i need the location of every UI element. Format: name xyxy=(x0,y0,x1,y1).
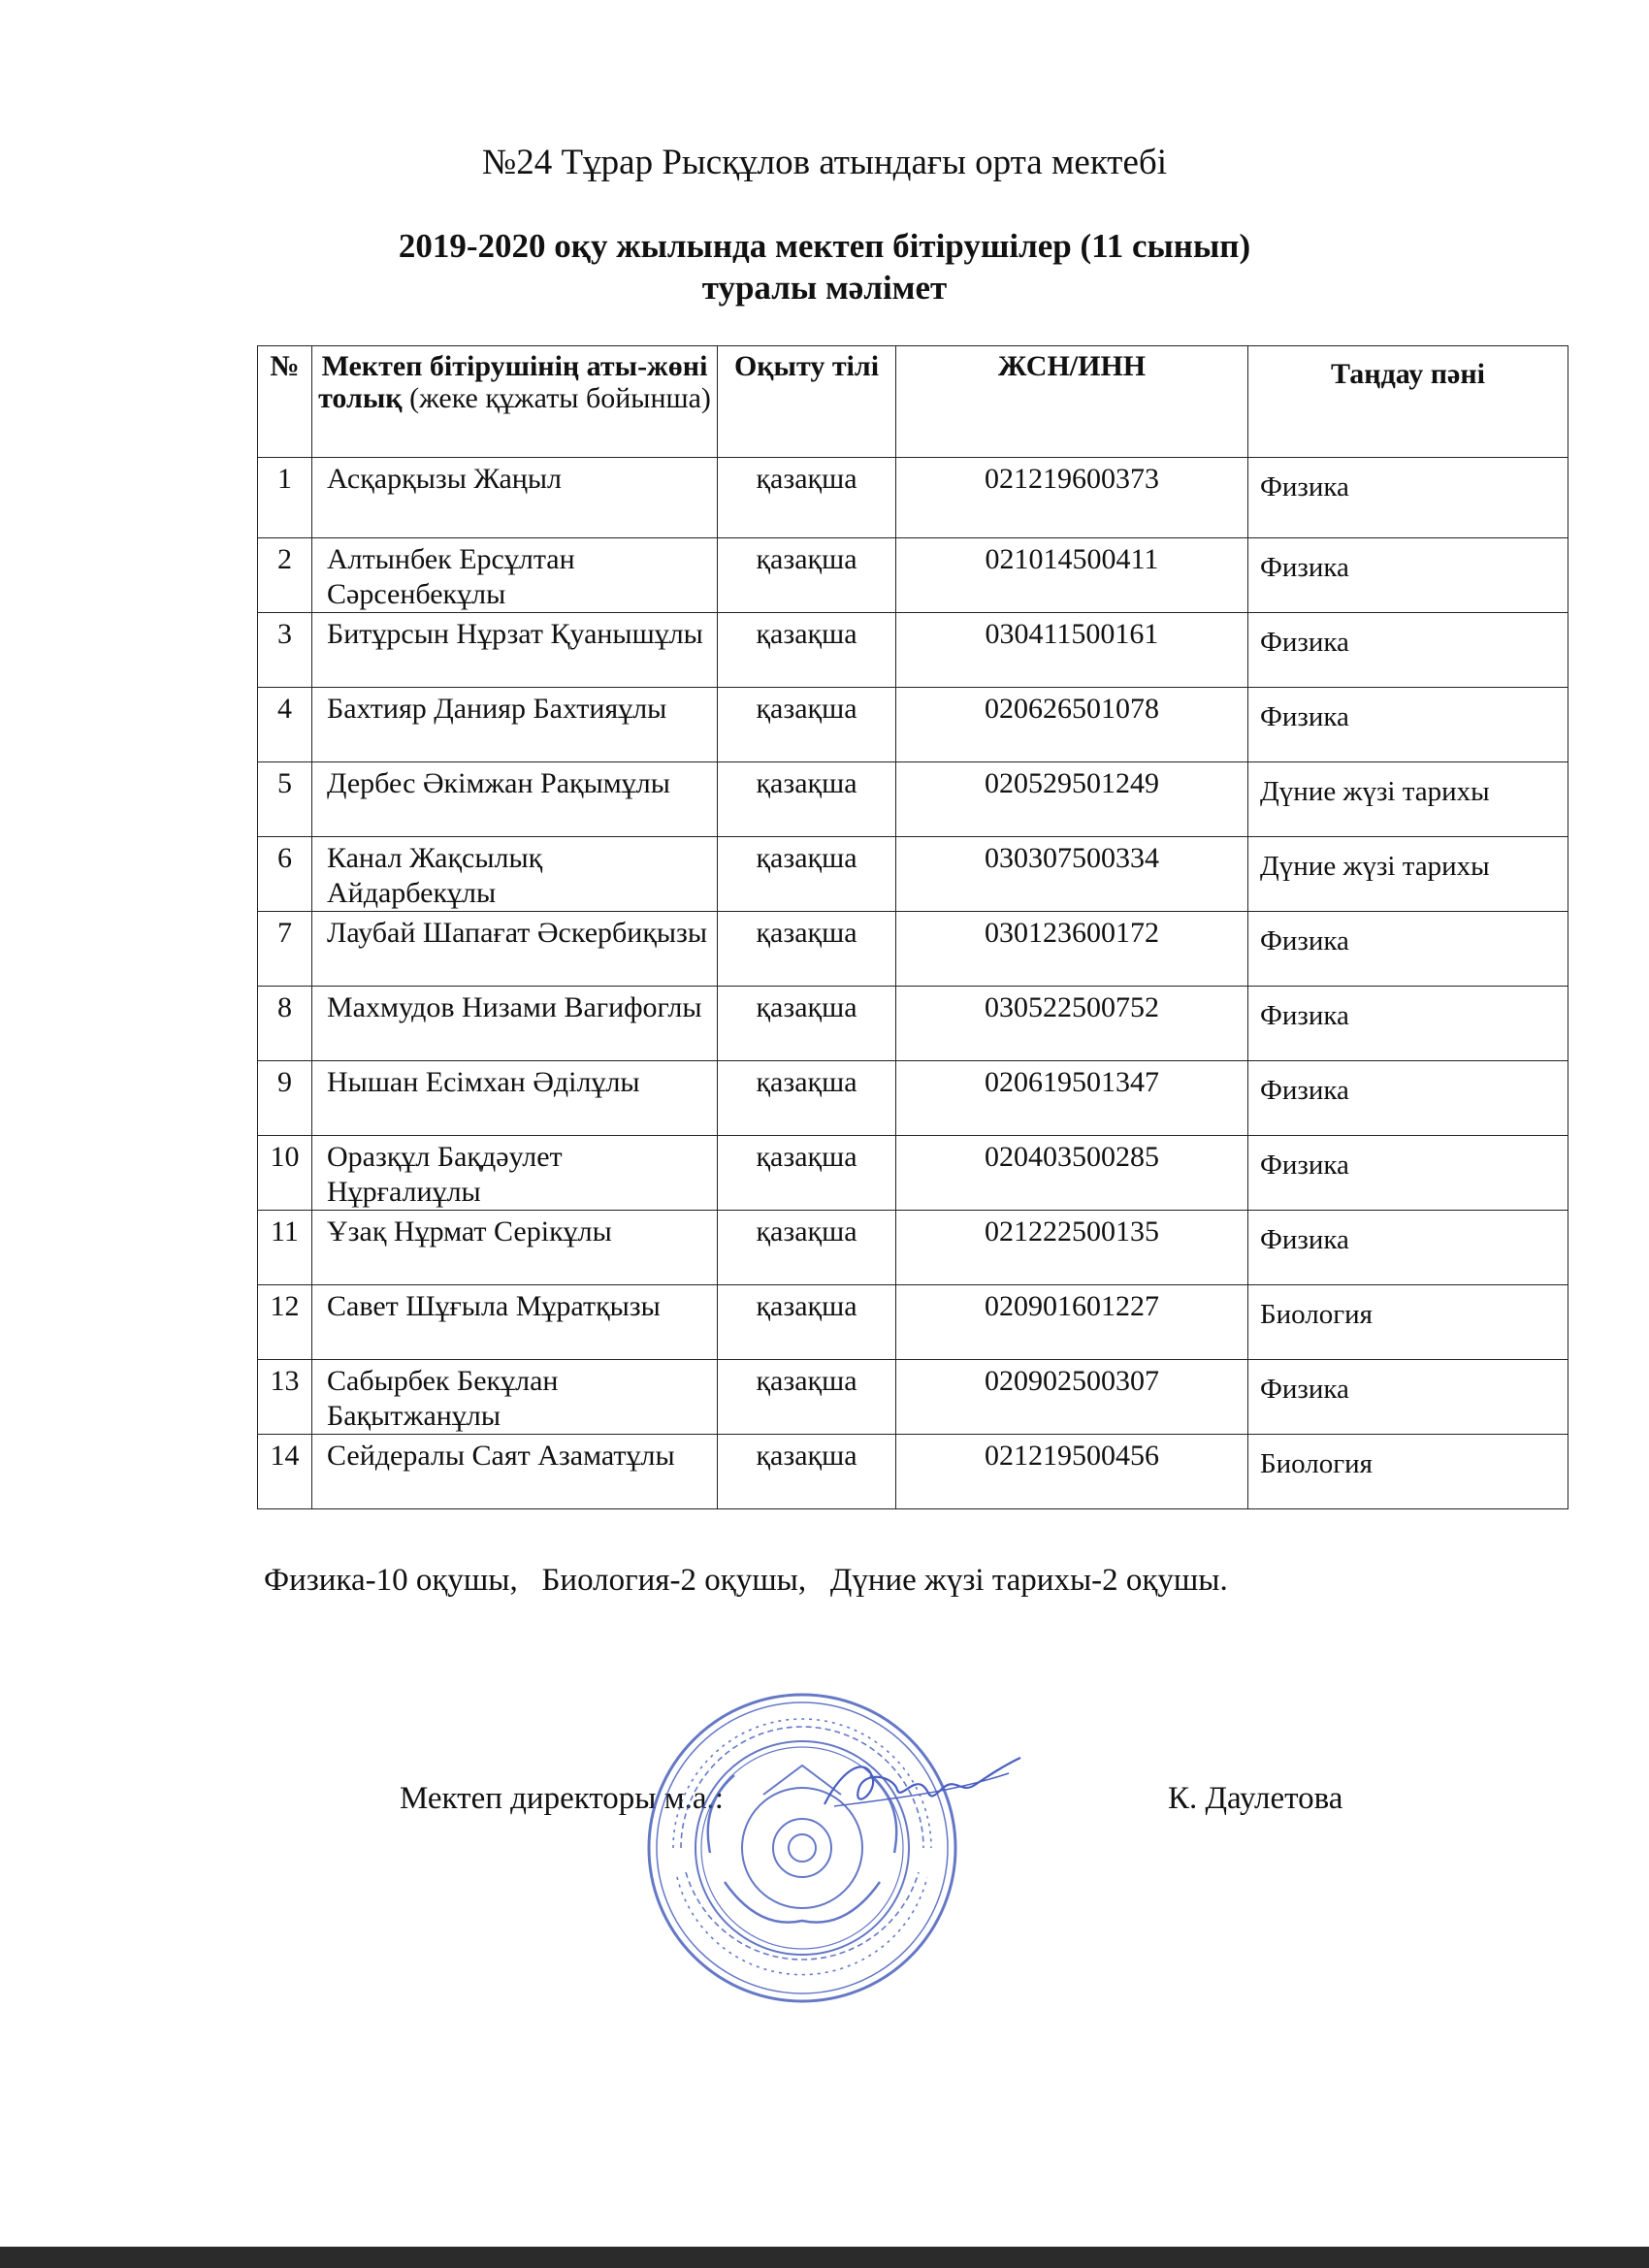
row-id-cell: 020901601227 xyxy=(896,1285,1248,1360)
scan-edge xyxy=(0,2247,1649,2268)
row-number-cell: 11 xyxy=(258,1211,312,1285)
row-name-cell: Сабырбек Бекұлан Бақытжанұлы xyxy=(312,1360,718,1435)
table-row xyxy=(258,538,1568,613)
row-number-cell: 13 xyxy=(258,1360,312,1435)
school-title: №24 Тұрар Рысқұлов атындағы орта мектебі xyxy=(482,143,1167,182)
row-language-cell: қазақша xyxy=(718,1136,896,1211)
table-row xyxy=(258,1136,1568,1211)
graduates-table xyxy=(257,345,1568,1509)
row-language-cell: қазақша xyxy=(718,1285,896,1360)
table-row xyxy=(258,1285,1568,1360)
row-number-cell: 9 xyxy=(258,1061,312,1136)
row-id-cell: 020626501078 xyxy=(896,688,1248,762)
table-row xyxy=(258,1211,1568,1285)
heading-line-1: 2019-2020 оқу жылында мектеп бітірушілер (11 сынып) xyxy=(398,227,1251,265)
row-number-cell: 4 xyxy=(258,688,312,762)
row-language-cell: қазақша xyxy=(718,613,896,688)
subject-summary: Физика-10 оқушы, Биология-2 оқушы, Дүние жүзі тарихы-2 оқушы. xyxy=(264,1563,1228,1598)
row-id-cell: 030411500161 xyxy=(896,613,1248,688)
row-language-cell: қазақша xyxy=(718,458,896,538)
row-subject-cell: Физика xyxy=(1248,613,1568,688)
row-language-cell: қазақша xyxy=(718,1061,896,1136)
row-language-cell: қазақша xyxy=(718,762,896,837)
row-number-cell: 8 xyxy=(258,987,312,1061)
table-row xyxy=(258,987,1568,1061)
row-number-cell: 3 xyxy=(258,613,312,688)
director-label: Мектеп директоры м.а.: xyxy=(400,1781,724,1816)
row-id-cell: 021219600373 xyxy=(896,458,1248,538)
row-number-cell: 5 xyxy=(258,762,312,837)
row-subject-cell: Физика xyxy=(1248,538,1568,613)
table-row xyxy=(258,837,1568,912)
graduates-table-wrapper xyxy=(257,345,1568,1509)
table-row xyxy=(258,1061,1568,1136)
row-subject-cell: Физика xyxy=(1248,912,1568,987)
row-subject-cell: Дүние жүзі тарихы xyxy=(1248,762,1568,837)
row-id-cell: 020403500285 xyxy=(896,1136,1248,1211)
row-number-cell: 6 xyxy=(258,837,312,912)
row-name-cell: Сейдералы Саят Азаматұлы xyxy=(312,1435,718,1509)
table-header-row xyxy=(258,346,1568,458)
row-language-cell: қазақша xyxy=(718,1435,896,1509)
row-name-cell: Битұрсын Нұрзат Қуанышұлы xyxy=(312,613,718,688)
row-name-cell: Дербес Әкімжан Рақымұлы xyxy=(312,762,718,837)
row-subject-cell: Физика xyxy=(1248,1136,1568,1211)
row-number-cell: 10 xyxy=(258,1136,312,1211)
header-id: ЖСН/ИНН xyxy=(896,346,1248,458)
row-name-cell: Бахтияр Данияр Бахтияұлы xyxy=(312,688,718,762)
table-row xyxy=(258,458,1568,538)
row-language-cell: қазақша xyxy=(718,688,896,762)
row-subject-cell: Физика xyxy=(1248,1360,1568,1435)
row-id-cell: 030522500752 xyxy=(896,987,1248,1061)
row-id-cell: 030123600172 xyxy=(896,912,1248,987)
row-language-cell: қазақша xyxy=(718,912,896,987)
row-id-cell: 020619501347 xyxy=(896,1061,1248,1136)
row-subject-cell: Физика xyxy=(1248,987,1568,1061)
header-name-bold: Мектеп бітірушінің аты-жөні толық xyxy=(318,350,708,414)
row-subject-cell: Физика xyxy=(1248,1211,1568,1285)
header-name-note: (жеке құжаты бойынша) xyxy=(409,382,711,414)
document-heading xyxy=(0,225,1649,308)
table-row xyxy=(258,762,1568,837)
row-id-cell: 020529501249 xyxy=(896,762,1248,837)
row-name-cell: Махмудов Низами Вагифоглы xyxy=(312,987,718,1061)
row-name-cell: Оразқұл Бақдәулет Нұрғалиұлы xyxy=(312,1136,718,1211)
director-name: К. Даулетова xyxy=(1168,1781,1343,1816)
row-name-cell: Ұзақ Нұрмат Серікұлы xyxy=(312,1211,718,1285)
header-name xyxy=(312,346,718,458)
row-language-cell: қазақша xyxy=(718,1360,896,1435)
row-number-cell: 2 xyxy=(258,538,312,613)
director-signature xyxy=(815,1736,1028,1833)
row-name-cell: Савет Шұғыла Мұратқызы xyxy=(312,1285,718,1360)
header-num: № xyxy=(258,346,312,458)
row-language-cell: қазақша xyxy=(718,1211,896,1285)
row-language-cell: қазақша xyxy=(718,987,896,1061)
row-subject-cell: Дүние жүзі тарихы xyxy=(1248,837,1568,912)
row-subject-cell: Физика xyxy=(1248,688,1568,762)
row-number-cell: 7 xyxy=(258,912,312,987)
table-row xyxy=(258,613,1568,688)
heading-line-2: туралы мәлімет xyxy=(701,269,948,307)
table-row xyxy=(258,1435,1568,1509)
row-subject-cell: Физика xyxy=(1248,1061,1568,1136)
table-body xyxy=(258,458,1568,1509)
row-id-cell: 021014500411 xyxy=(896,538,1248,613)
row-number-cell: 14 xyxy=(258,1435,312,1509)
table-row xyxy=(258,1360,1568,1435)
row-name-cell: Канал Жақсылық Айдарбекұлы xyxy=(312,837,718,912)
row-number-cell: 1 xyxy=(258,458,312,538)
row-name-cell: Нышан Есімхан Әділұлы xyxy=(312,1061,718,1136)
row-id-cell: 030307500334 xyxy=(896,837,1248,912)
row-name-cell: Асқарқызы Жаңыл xyxy=(312,458,718,538)
header-subject: Таңдау пәні xyxy=(1248,346,1568,458)
row-name-cell: Алтынбек Ерсұлтан Сәрсенбекұлы xyxy=(312,538,718,613)
row-id-cell: 021219500456 xyxy=(896,1435,1248,1509)
header-language: Оқыту тілі xyxy=(718,346,896,458)
row-language-cell: қазақша xyxy=(718,538,896,613)
row-id-cell: 021222500135 xyxy=(896,1211,1248,1285)
row-language-cell: қазақша xyxy=(718,837,896,912)
table-row xyxy=(258,912,1568,987)
row-name-cell: Лаубай Шапағат Әскербиқызы xyxy=(312,912,718,987)
row-subject-cell: Физика xyxy=(1248,458,1568,538)
row-subject-cell: Биология xyxy=(1248,1435,1568,1509)
row-id-cell: 020902500307 xyxy=(896,1360,1248,1435)
table-row xyxy=(258,688,1568,762)
row-subject-cell: Биология xyxy=(1248,1285,1568,1360)
row-number-cell: 12 xyxy=(258,1285,312,1360)
